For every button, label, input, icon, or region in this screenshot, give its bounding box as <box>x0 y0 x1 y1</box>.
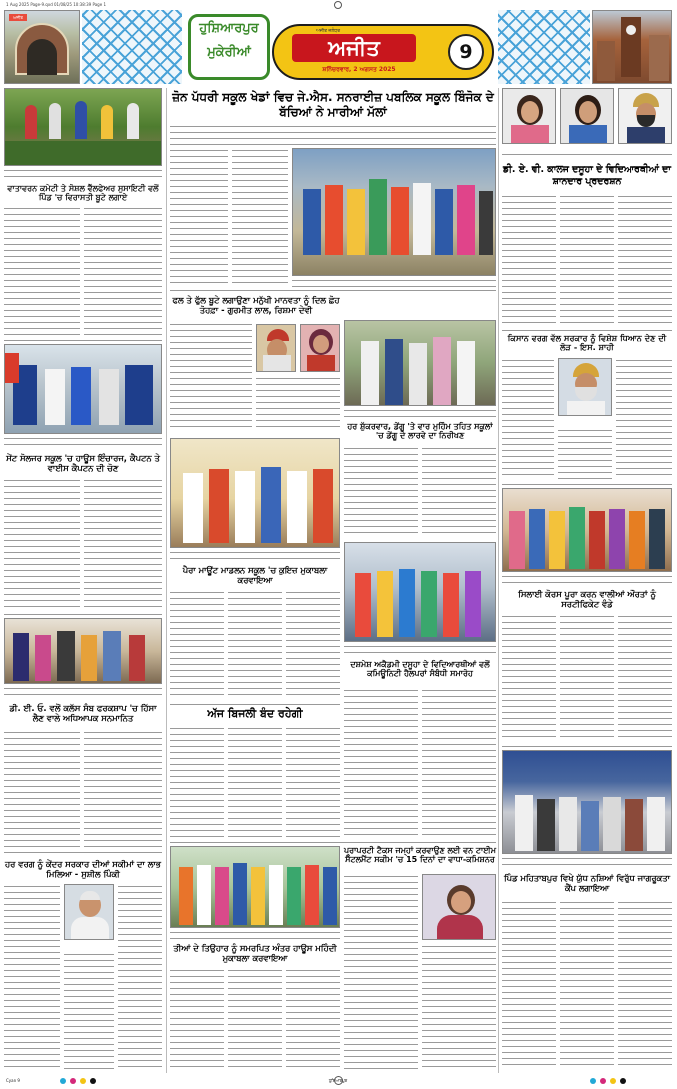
body-pind-col1 <box>502 900 556 1070</box>
caption-tree-planting <box>4 168 162 182</box>
issue-date: ਸ਼ਨਿੱਚਰਵਾਰ, 2 ਅਗਸਤ 2025 <box>322 66 396 73</box>
masthead-title-line1: ਹੁਸ਼ਿਆਰਪੁਰ <box>199 21 259 36</box>
body-power-col3 <box>286 726 340 838</box>
masthead-title-box <box>188 14 270 80</box>
body-kisan-col3 <box>616 358 672 480</box>
photo-saint-soldier <box>4 344 162 434</box>
headline-scheme: ਹਰ ਵਰਗ ਨੂੰ ਕੇਂਦਰ ਸਰਕਾਰ ਦੀਆਂ ਸਕੀਮਾਂ ਦਾ ਲਾਭ ਮਿਲਿਆ - ਸੁਸ਼ੀਲ ਪਿੰਕੀ <box>5 859 161 879</box>
registration-mark <box>334 1 342 9</box>
photo-commissioner <box>422 874 496 940</box>
color-mark-magenta <box>70 1078 76 1084</box>
headline-humanity: ਫਲ ਤੇ ਫੁੱਲ ਬੂਟੇ ਲਗਾਉਣਾ ਮਨੁੱਖੀ ਮਾਨਵਤਾ ਨੂੰ ਦਿਲ ਛੋਹ ਤੋਹਫ਼ਾ - ਗੁਰਮੀਤ ਲਾਲ, ਰਿਸ਼ਮਾ ਦੇਵੀ <box>172 295 340 315</box>
caption-quiz <box>170 550 340 560</box>
body-lead-top <box>170 124 496 146</box>
body-quiz-col3 <box>286 590 340 700</box>
color-mark-yellow <box>80 1078 86 1084</box>
footer-left: Cyan 9 <box>6 1078 20 1083</box>
masthead-title-line2: ਮੁਕੇਰੀਆਂ <box>207 45 251 60</box>
footer <box>0 1074 677 1089</box>
photo-pind-camp <box>502 750 672 854</box>
body-kisan-col2 <box>558 428 612 480</box>
body-saint-col1 <box>4 478 80 610</box>
brand-name: ਅਜੀਤ <box>292 34 416 62</box>
photo-dav-student3 <box>618 88 672 144</box>
headline-deo: ਡੀ. ਈ. ਓ. ਵਲੋਂ ਕਲੱਸ ਸੰਬ ਫਰਕਸ਼ਾਪ 'ਚ ਹਿੱਸਾ ਲੈਣ ਵਾਲੇ ਅਧਿਆਪਕ ਸਨਮਾਨਿਤ <box>9 703 157 723</box>
body-power-col2 <box>228 726 282 838</box>
photo-sushil-pinki <box>64 884 114 940</box>
color-mark-cyan <box>60 1078 66 1084</box>
body-scheme-col1 <box>4 884 60 1070</box>
photo-rishma-devi <box>300 324 340 372</box>
brand-tag: ਅਜੀਤ ਜਲੰਧਰ <box>315 29 341 34</box>
body-teej-col2 <box>228 968 282 1070</box>
photo-dengue-inspection <box>344 320 496 406</box>
photo-mehndi-contest <box>170 846 340 928</box>
headline-kisan: ਕਿਸਾਨ ਵਰਗ ਵੱਲ ਸਰਕਾਰ ਨੂੰ ਵਿਸ਼ੇਸ਼ ਧਿਆਨ ਦੇਣ ਦੀ ਲੋੜ - ਇਸ. ਸ਼ਾਹੀ <box>507 333 667 353</box>
body-silai-col1 <box>502 614 556 742</box>
body-pind-col2 <box>560 900 614 1070</box>
body-kisan-col1a <box>502 358 554 398</box>
body-dengue-col1 <box>344 446 418 538</box>
body-dav-col1 <box>502 194 556 326</box>
photo-silai-certificates <box>502 488 672 572</box>
body-dav-col2 <box>560 194 614 326</box>
masthead-pattern-right <box>498 10 590 84</box>
photo-gurmeet-lal <box>256 324 296 372</box>
body-teej-col3 <box>286 968 340 1070</box>
caption-silai <box>502 574 672 586</box>
body-dengue-col2 <box>422 446 496 538</box>
registration-mark-bottom <box>334 1076 343 1085</box>
headline-power: ਅੱਜ ਬਿਜਲੀ ਬੰਦ ਰਹੇਗੀ <box>207 707 303 720</box>
body-scheme-col2 <box>118 884 162 1070</box>
color-mark-magenta-right <box>600 1078 606 1084</box>
masthead <box>0 10 677 85</box>
body-deo-col1 <box>4 730 80 848</box>
ajit-logo-mini: ਅਜੀਤ <box>9 14 27 21</box>
body-kisan-col1b <box>502 400 554 480</box>
body-deo-col2 <box>84 730 162 848</box>
body-quiz-col1 <box>170 590 224 700</box>
caption-dashmesh <box>344 644 496 654</box>
caption-teachers <box>4 686 162 696</box>
body-scheme-col3 <box>64 952 114 1070</box>
body-lead-col2 <box>232 148 288 286</box>
caption-sushil <box>64 942 114 948</box>
masthead-pattern-left <box>82 10 182 84</box>
photo-dav-student1 <box>502 88 556 144</box>
body-tree-col2 <box>84 206 162 336</box>
headline-teej: ਤੀਆਂ ਦੇ ਤਿਉਹਾਰ ਨੂੰ ਸਮਰਪਿਤ ਅੰਤਰ ਹਾਊਸ ਮਹਿੰਦੀ ਮੁਕਾਬਲਾ ਕਰਵਾਇਆ <box>173 943 337 963</box>
headline-lead: ਜ਼ੋਨ ਪੱਧਰੀ ਸਕੂਲ ਖੇਡਾਂ ਵਿਚ ਜੇ.ਐਸ. ਸਨਰਾਈਜ਼ ਪਬਲਿਕ ਸਕੂਲ ਬਿੰਜੋਕ ਦੇ ਬੱਚਿਆਂ ਨੇ ਮਾਰੀਆਂ ਮੱਲਾਂ <box>172 90 494 119</box>
masthead-photo-left <box>4 10 80 84</box>
color-mark-yellow-right <box>610 1078 616 1084</box>
body-quiz-col2 <box>228 590 282 700</box>
color-mark-black-right <box>620 1078 626 1084</box>
body-pind-col3 <box>618 900 672 1070</box>
photo-quiz-students <box>170 438 340 548</box>
body-tree-col1 <box>4 206 80 336</box>
body-dashmesh-col1 <box>344 688 418 838</box>
caption-dengue <box>344 408 496 418</box>
body-property-col1 <box>344 874 418 1070</box>
caption-saint-soldier <box>4 436 162 450</box>
body-property-col2 <box>422 944 496 1070</box>
body-power-col1 <box>170 726 224 838</box>
photo-dashmesh-academy <box>344 542 496 642</box>
headline-pind: ਪਿੰਡ ਮਹਿਤਾਬਪੁਰ ਵਿਖੇ ਯੁੱਧ ਨਸ਼ਿਆਂ ਵਿਰੁੱਧ ਜਾਗਰੂਕਤਾ ਕੈਂਪ ਲਗਾਇਆ <box>503 873 671 893</box>
photo-sports-students <box>292 148 496 276</box>
dav-photos <box>502 88 672 150</box>
color-mark-black <box>90 1078 96 1084</box>
headline-tree: ਵਾਤਾਵਰਨ ਕਮੇਟੀ ਤੇ ਸੋਸ਼ਲ ਵੈੱਲਫੇਅਰ ਸੁਸਾਇਟੀ ਵਲੋਂ ਪਿੰਡ 'ਚ ਵਿਰਾਸਤੀ ਬੂਟੇ ਲਗਾਏ <box>7 184 159 203</box>
photo-teachers-honoured <box>4 618 162 684</box>
body-teej-col1 <box>170 968 224 1070</box>
body-silai-col3 <box>618 614 672 742</box>
body-humanity-col2 <box>256 376 340 432</box>
caption-shahi <box>558 418 612 424</box>
headline-dashmesh: ਦਸ਼ਮੇਸ਼ ਅਕੈਡਮੀ ਦਸੂਹਾ ਦੇ ਵਿਦਿਆਰਥੀਆਂ ਵਲੋਂ ਕਮਿਊਨਿਟੀ ਹੈਲਪਰਾਂ ਸੰਬੰਧੀ ਸਮਾਰੋਹ <box>350 660 490 679</box>
masthead-brand-pill <box>272 24 494 80</box>
body-silai-col2 <box>560 614 614 742</box>
headline-quiz: ਪੈਰਾ ਮਾਊਂਟ ਮਾਡਲਨ ਸਕੂਲ 'ਚ ਕੁਇਜ਼ ਮੁਕਾਬਲਾ ਕਰਵਾਇਆ <box>182 565 328 585</box>
photo-shahi <box>558 358 612 416</box>
body-humanity-col1 <box>170 322 252 432</box>
footer-center: ਹੁਸ਼ਿਆਰਪੁਰ <box>328 1078 348 1083</box>
page-number: 9 <box>448 34 484 70</box>
photo-dav-student2 <box>560 88 614 144</box>
caption-mehndi <box>170 930 340 940</box>
body-dav-col3 <box>618 194 672 326</box>
headline-saint: ਸੇਂਟ ਸੋਲਜਰ ਸਕੂਲ 'ਚ ਹਾਊਸ ਇੰਚਾਰਜ, ਕੈਪਟਨ ਤੇ ਵਾਈਸ ਕੈਪਟਨ ਦੀ ਚੋਣ <box>6 453 160 473</box>
body-saint-col2 <box>84 478 162 610</box>
body-lead-col1 <box>170 148 228 286</box>
caption-dav <box>502 152 672 160</box>
color-mark-cyan-right <box>590 1078 596 1084</box>
photo-tree-planting <box>4 88 162 166</box>
caption-pind <box>502 856 672 870</box>
body-dashmesh-col2 <box>422 688 496 838</box>
caption-sports <box>292 278 496 288</box>
masthead-photo-right <box>592 10 672 84</box>
headline-dengue: ਹਰ ਸ਼ੁੱਕਰਵਾਰ, ਡੇਂਗੂ 'ਤੇ ਵਾਰ ਮੁਹਿੰਮ ਤਹਿਤ ਸਕੂਲਾਂ 'ਚ ਡੇਂਗੂ ਦੇ ਲਾਰਵੇ ਦਾ ਨਿਰੀਖਣ <box>347 422 493 441</box>
print-line: 1 Aug 2025 Page-9.qxd 01/08/25 10:38:39 Page 1 <box>6 2 106 7</box>
headline-property: ਪ੍ਰਾਪਰਟੀ ਟੈਕਸ ਜਮ੍ਹਾਂ ਕਰਵਾਉਣ ਲਈ ਵਨ ਟਾਈਮ ਸੈਟਲਮੈਂਟ ਸਕੀਮ 'ਚ 15 ਦਿਨਾਂ ਦਾ ਵਾਧਾ-ਕਮਿਸ਼ਨਰ <box>344 846 496 865</box>
headline-dav: ਡੀ. ਏ. ਵੀ. ਕਾਲਜ ਦਸੂਹਾ ਦੇ ਵਿਦਿਆਰਥੀਆਂ ਦਾ ਸ਼ਾਨਦਾਰ ਪ੍ਰਦਰਸ਼ਨ <box>502 164 671 187</box>
headline-silai: ਸਿਲਾਈ ਕੋਰਸ ਪੂਰਾ ਕਰਨ ਵਾਲੀਆਂ ਔਰਤਾਂ ਨੂੰ ਸਰਟੀਫਿਕੇਟ ਵੰਡੇ <box>518 589 656 609</box>
